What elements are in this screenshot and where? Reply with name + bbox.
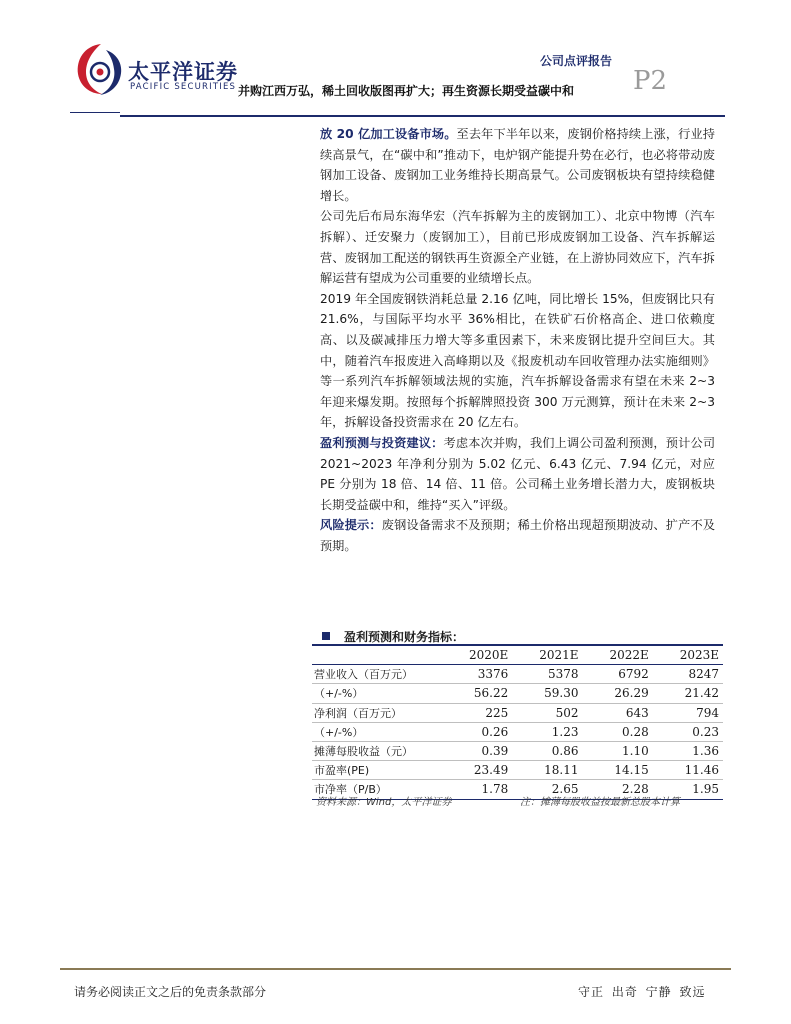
row-label: 营业收入（百万元）	[312, 665, 442, 684]
table-note: 注：摊薄每股收益按最新总股本计算	[520, 797, 680, 808]
table-cell: 0.23	[653, 722, 723, 741]
paragraph-market-size	[320, 289, 715, 433]
paragraph-scrap-steel-outlook	[320, 124, 715, 206]
paragraph-industry-chain	[320, 206, 715, 288]
table-cell: 794	[653, 703, 723, 722]
table-row	[312, 761, 723, 780]
table-header-row	[312, 645, 723, 665]
table-cell: 1.10	[583, 741, 653, 760]
table-cell: 11.46	[653, 761, 723, 780]
header-divider	[120, 115, 725, 117]
table-row	[312, 665, 723, 684]
table-header-cell: 2023E	[653, 645, 723, 665]
paragraph-text: 公司先后布局东海华宏（汽车拆解为主的废钢加工）、北京中物博（汽车拆解）、迁安聚力（废钢加工），目前已形成废钢加工设备、汽车拆解运营、废钢加工配送的钢铁再生资源全产业链，在上游协同效应下，汽车拆解运营有望成为公司重要的业绩增长点。	[320, 209, 715, 286]
paragraph-text: 考虑本次并购，我们上调公司盈利预测，预计公司 2021~2023 年净利分别为 5.02 亿元、6.43 亿元、7.94 亿元，对应 PE 分别为 18 倍、14 倍、11 倍。公司稀土业务增长潜力大，废钢板块长期受益碳中和，维持“买入”评级。	[320, 435, 716, 512]
table-row	[312, 703, 723, 722]
table-cell: 0.39	[442, 741, 512, 760]
paragraph-text: 至去年下半年以来，废钢价格持续上涨，行业持续高景气，在“碳中和”推动下，电炉钢产能提升势在必行，也必将带动废钢加工设备、废钢加工业务维持长期高景气。公司废钢板块有望持续稳健增长。	[320, 127, 715, 203]
company-logo	[70, 40, 240, 100]
table-cell: 8247	[653, 665, 723, 684]
table-cell: 1.23	[512, 722, 582, 741]
report-type: 公司点评报告	[540, 54, 613, 68]
header-divider-accent	[70, 112, 120, 113]
row-label: 净利润（百万元）	[312, 703, 442, 722]
table-cell: 225	[442, 703, 512, 722]
table-cell: 59.30	[512, 684, 582, 703]
table-cell: 56.22	[442, 684, 512, 703]
table-cell: 14.15	[583, 761, 653, 780]
table-row	[312, 722, 723, 741]
table-cell: 0.28	[583, 722, 653, 741]
table-row	[312, 684, 723, 703]
pacific-securities-logo-icon	[70, 40, 128, 98]
table-cell: 0.26	[442, 722, 512, 741]
table-header-cell: 2021E	[512, 645, 582, 665]
table-title: 盈利预测和财务指标：	[322, 628, 464, 645]
paragraph-lead: 风险提示：	[320, 518, 382, 533]
paragraph-text: 废钢设备需求不及预期；稀土价格出现超预期波动、扩产不及预期。	[320, 518, 716, 553]
table-cell: 5378	[512, 665, 582, 684]
footer-divider	[60, 968, 731, 970]
table-cell: 1.78	[442, 780, 512, 799]
row-label: 市净率（P/B）	[312, 780, 442, 799]
paragraph-investment-advice	[320, 433, 715, 515]
paragraph-risk-warning	[320, 515, 715, 556]
table-cell: 2.65	[512, 780, 582, 799]
body-content	[320, 124, 715, 556]
row-label: （+/-%）	[312, 684, 442, 703]
table-cell: 643	[583, 703, 653, 722]
table-header-cell	[312, 645, 442, 665]
row-label: 摊薄每股收益（元）	[312, 741, 442, 760]
row-label: 市盈率(PE)	[312, 761, 442, 780]
table-cell: 18.11	[512, 761, 582, 780]
table-cell: 23.49	[442, 761, 512, 780]
table-cell: 1.36	[653, 741, 723, 760]
logo-chinese-name: 太平洋证券	[128, 60, 238, 84]
report-title: 并购江西万弘，稀土回收版图再扩大；再生资源长期受益碳中和	[238, 84, 575, 98]
table-header-cell: 2020E	[442, 645, 512, 665]
paragraph-lead: 盈利预测与投资建议：	[320, 435, 444, 450]
logo-english-name: PACIFIC SECURITIES	[130, 82, 237, 92]
paragraph-lead: 放 20 亿加工设备市场。	[320, 127, 457, 141]
table-header-cell: 2022E	[583, 645, 653, 665]
paragraph-text: 2019 年全国废钢铁消耗总量 2.16 亿吨，同比增长 15%，但废钢比只有 21.6%，与国际平均水平 36%相比，在铁矿石价格高企、进口依赖度高、以及碳减排压力增大等多重因素下，未来废钢比提升空间巨大。其中，随着汽车报废进入高峰期以及《报废机动车回收管理办法实施细则》等一系列汽车拆解领域法规的实施，汽车拆解设备需求有望在未来 2~3 年迎来爆发期。按照每个拆解牌照投资 300 万元测算，预计在未来 2~3 年，拆解设备投资需求在 20 亿左右。	[320, 291, 715, 430]
table-row	[312, 741, 723, 760]
footer-disclaimer: 请务必阅读正文之后的免责条款部分	[74, 985, 267, 999]
row-label: （+/-%）	[312, 722, 442, 741]
table-cell: 26.29	[583, 684, 653, 703]
table-source: 资料来源：Wind，太平洋证券	[316, 797, 452, 808]
financial-forecast-table	[312, 644, 723, 800]
table-cell: 2.28	[583, 780, 653, 799]
table-cell: 21.42	[653, 684, 723, 703]
footer-motto: 守正 出奇 宁静 致远	[578, 985, 706, 999]
table-cell: 0.86	[512, 741, 582, 760]
page-number: P2	[633, 66, 668, 96]
table-cell: 1.95	[653, 780, 723, 799]
table-cell: 502	[512, 703, 582, 722]
table-cell: 6792	[583, 665, 653, 684]
table-cell: 3376	[442, 665, 512, 684]
square-bullet-icon	[322, 632, 330, 640]
